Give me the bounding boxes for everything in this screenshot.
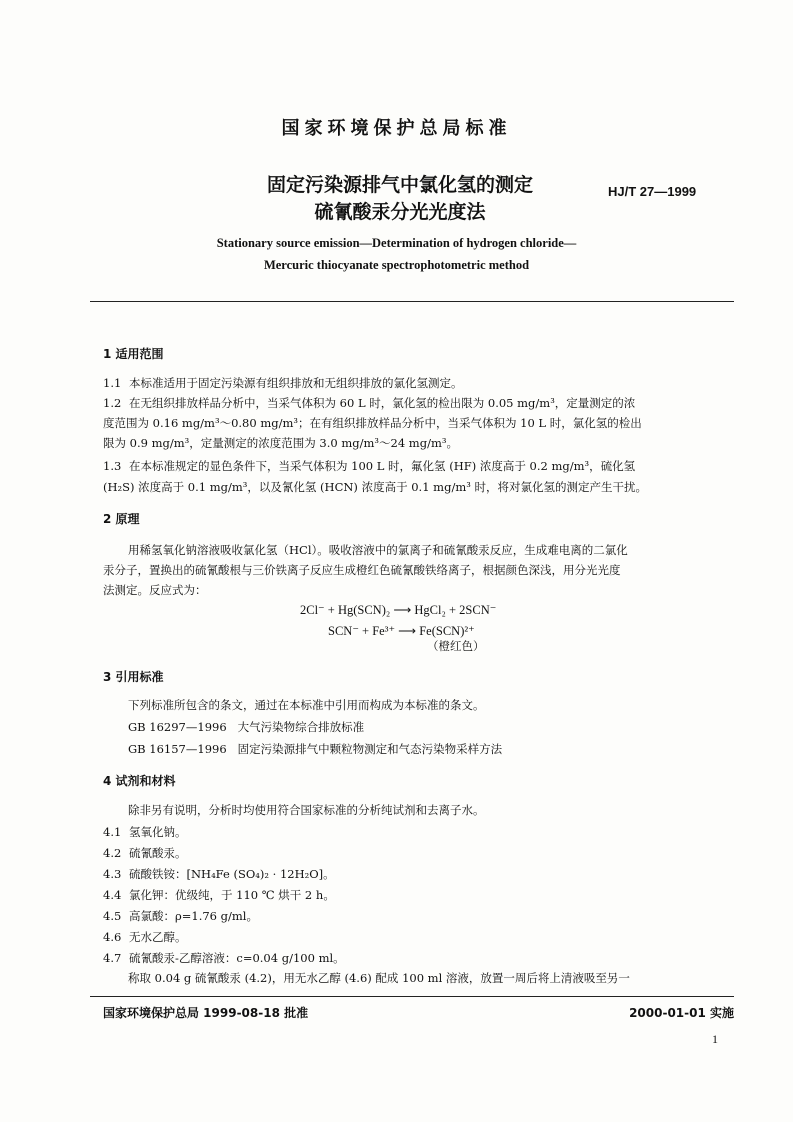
effective-date: 2000-01-01 实施 — [629, 1006, 734, 1020]
reagent-4-6 — [103, 927, 187, 947]
clause-number: 4.1 — [103, 825, 122, 839]
clause-number: 4.6 — [103, 930, 122, 944]
references-intro: 下列标准所包含的条文，通过在本标准中引用而构成为本标准的条文。 — [128, 698, 485, 712]
title-cn-line1: 固定污染源排气中氯化氢的测定 — [266, 174, 533, 196]
reference-gb16157: GB 16157—1996 固定污染源排气中颗粒物测定和气态污染物采样方法 — [128, 742, 503, 756]
reagent-4-4 — [103, 885, 335, 905]
clause-text: 氢氧化钠。 — [129, 825, 187, 839]
clause-text: 在本标准规定的显色条件下，当采气体积为 100 L 时，氟化氢 (HF) 浓度高于 0.2 mg/m³，硫化氢 — [129, 459, 636, 473]
clause-text: 硫氰酸汞。 — [129, 846, 187, 860]
section-3-heading: 3 引用标准 — [103, 670, 164, 684]
title-cn-line2: 硫氰酸汞分光光度法 — [314, 201, 486, 223]
clause-text: 高氯酸：ρ=1.76 g/ml。 — [129, 909, 258, 923]
clause-1-2-line2: 度范围为 0.16 mg/m³～0.80 mg/m³；在有组织排放样品分析中，当采气体积为 10 L 时，氯化氢的检出 — [103, 416, 642, 430]
clause-text: 无水乙醇。 — [129, 930, 187, 944]
standard-code: HJ/T 27—1999 — [608, 184, 697, 199]
clause-text: 在无组织排放样品分析中，当采气体积为 60 L 时，氯化氢的检出限为 0.05 mg/m³，定量测定的浓 — [129, 396, 636, 410]
clause-text: 本标准适用于固定污染源有组织排放和无组织排放的氯化氢测定。 — [129, 376, 463, 390]
section-4-heading: 4 试剂和材料 — [103, 774, 176, 788]
reagent-4-2 — [103, 843, 187, 863]
principle-line2: 汞分子，置换出的硫氰酸根与三价铁离子反应生成橙红色硫氰酸铁络离子，根据颜色深浅，用分光光度 — [103, 563, 621, 577]
reagent-4-3 — [103, 864, 335, 884]
clause-text: 硫酸铁铵：[NH₄Fe (SO₄)₂ · 12H₂O]。 — [129, 867, 335, 881]
section-2-heading: 2 原理 — [103, 512, 140, 526]
page-number: 1 — [712, 1032, 718, 1046]
reaction-equation-2: SCN⁻ + Fe³⁺ ⟶ Fe(SCN)²⁺ — [328, 624, 475, 638]
section-1-heading: 1 适用范围 — [103, 347, 164, 361]
reagent-4-5 — [103, 906, 258, 926]
clause-1-3 — [103, 456, 635, 476]
clause-number: 4.3 — [103, 867, 122, 881]
clause-1-2-line3: 限为 0.9 mg/m³，定量测定的浓度范围为 3.0 mg/m³～24 mg/m³。 — [103, 436, 458, 450]
reagent-4-7 — [103, 948, 345, 968]
approval-date: 国家环境保护总局 1999-08-18 批准 — [103, 1006, 309, 1020]
reaction-color-note: （橙红色） — [427, 639, 485, 653]
footer-divider — [90, 996, 734, 997]
clause-number: 1.3 — [103, 459, 122, 473]
title-en-line2: Mercuric thiocyanate spectrophotometric method — [263, 258, 530, 272]
reagent-4-1 — [103, 822, 187, 842]
header-divider — [90, 301, 734, 302]
clause-text: 硫氰酸汞-乙醇溶液：c=0.04 g/100 ml。 — [129, 951, 345, 965]
clause-1-3-line2: (H₂S) 浓度高于 0.1 mg/m³，以及氰化氢 (HCN) 浓度高于 0.1 mg/m³ 时，将对氯化氢的测定产生干扰。 — [103, 480, 647, 494]
reference-gb16297: GB 16297—1996 大气污染物综合排放标准 — [128, 720, 365, 734]
clause-number: 4.5 — [103, 909, 122, 923]
clause-number: 1.1 — [103, 376, 122, 390]
issuing-bureau-header: 国家环境保护总局标准 — [281, 118, 512, 139]
clause-number: 4.7 — [103, 951, 122, 965]
reagent-4-7-instruction: 称取 0.04 g 硫氰酸汞 (4.2)，用无水乙醇 (4.6) 配成 100 ml 溶液，放置一周后将上清液吸至另一 — [128, 971, 630, 985]
reagents-intro: 除非另有说明，分析时均使用符合国家标准的分析纯试剂和去离子水。 — [128, 803, 485, 817]
clause-number: 4.4 — [103, 888, 122, 902]
clause-number: 4.2 — [103, 846, 122, 860]
principle-line1: 用稀氢氧化钠溶液吸收氯化氢（HCl）。吸收溶液中的氯离子和硫氰酸汞反应，生成难电离的二氯化 — [128, 543, 628, 557]
reaction-equation-1: 2Cl⁻ + Hg(SCN)₂ ⟶ HgCl₂ + 2SCN⁻ — [300, 603, 497, 617]
clause-1-1 — [103, 373, 463, 393]
clause-number: 1.2 — [103, 396, 122, 410]
clause-text: 氯化钾：优级纯，于 110 ℃ 烘干 2 h。 — [129, 888, 335, 902]
title-en-line1: Stationary source emission—Determination of hydrogen chloride— — [216, 236, 577, 250]
principle-line3: 法测定。反应式为： — [103, 583, 207, 597]
clause-1-2 — [103, 393, 635, 413]
